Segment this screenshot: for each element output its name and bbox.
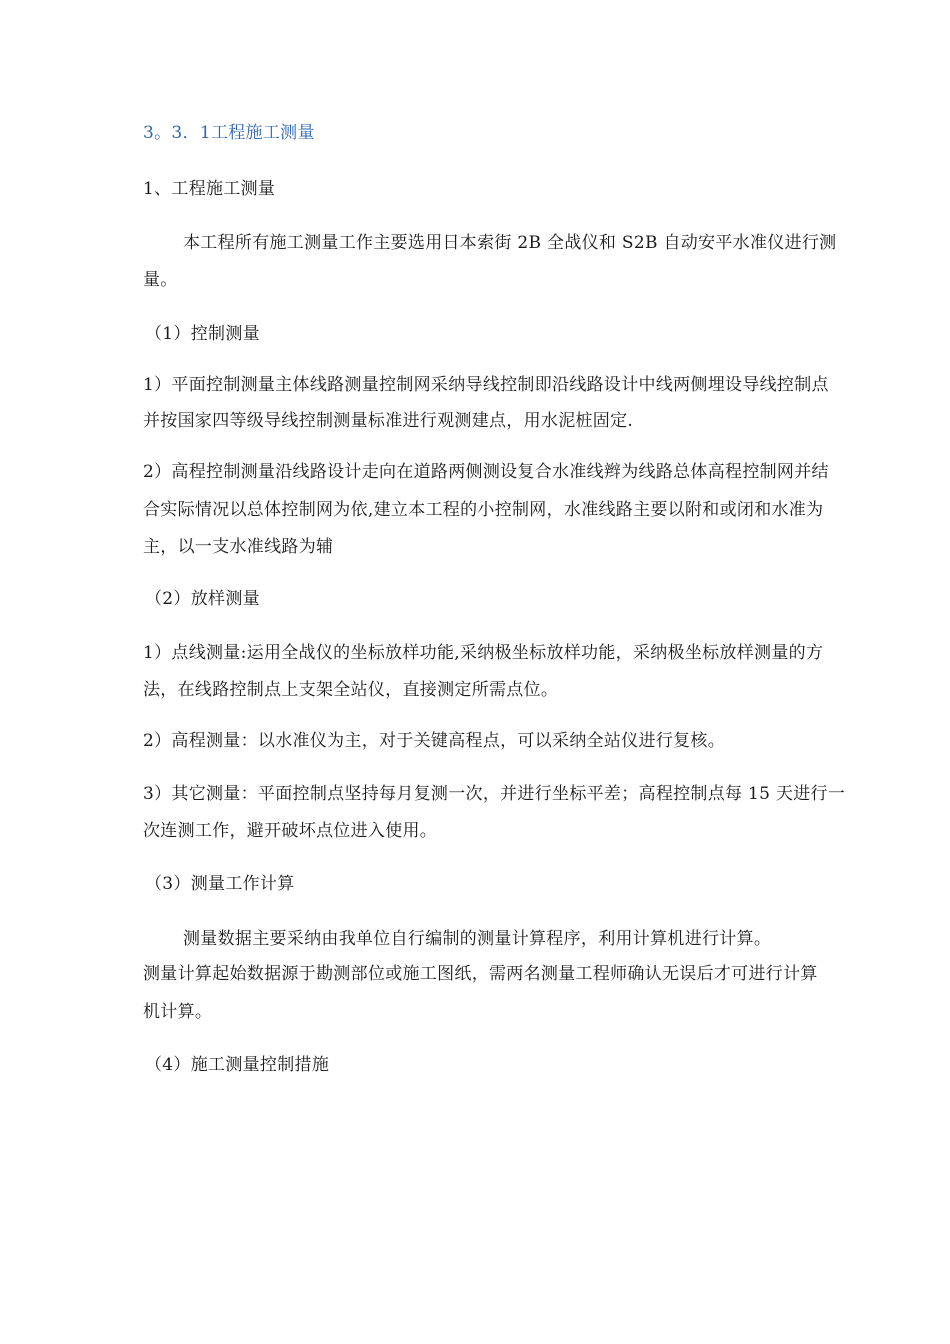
control-p2-line-1: 2）高程控制测量沿线路设计走向在道路两侧测设复合水准线辫为线路总体高程控制网并结 — [143, 462, 829, 482]
layout-p1-line-2: 法，在线路控制点上支架全站仪，直接测定所需点位。 — [143, 680, 559, 700]
calc-p2-line-1: 测量计算起始数据源于勘测部位或施工图纸，需两名测量工程师确认无误后才可进行计算 — [143, 964, 818, 984]
control-p2-line-2: 合实际情况以总体控制网为依,建立本工程的小控制网，水准线路主要以附和或闭和水准为 — [143, 500, 824, 520]
layout-p1-line-1: 1）点线测量:运用全战仪的坐标放样功能,采纳极坐标放样功能，采纳极坐标放样测量的方 — [143, 643, 824, 663]
layout-p3-line-1: 3）其它测量：平面控制点坚持每月复测一次，并进行坐标平差；高程控制点每 15 天进行一 — [143, 784, 846, 804]
calc-p2-line-2: 机计算。 — [143, 1002, 213, 1022]
calc-heading: （3）测量工作计算 — [145, 874, 295, 894]
intro-line-1: 本工程所有施工测量工作主要选用日本索街 2B 全战仪和 S2B 自动安平水准仪进行测 — [183, 233, 837, 253]
intro-line-2: 量。 — [143, 270, 178, 290]
measures-heading: （4）施工测量控制措施 — [145, 1055, 330, 1075]
control-heading: （1）控制测量 — [145, 324, 260, 344]
control-p1-line-2: 并按国家四等级导线控制测量标准进行观测建点，用水泥桩固定. — [143, 411, 634, 431]
control-p2-line-3: 主，以一支水准线路为辅 — [143, 537, 334, 557]
layout-heading: （2）放样测量 — [145, 589, 260, 609]
section-heading: 3。3．1工程施工测量 — [143, 123, 315, 143]
control-p1-line-1: 1）平面控制测量主体线路测量控制网采纳导线控制即沿线路设计中线两侧埋设导线控制点 — [143, 375, 829, 395]
layout-p3-line-2: 次连测工作，避开破坏点位进入使用。 — [143, 821, 438, 841]
item1-heading: 1、工程施工测量 — [143, 179, 276, 199]
calc-p1: 测量数据主要采纳由我单位自行编制的测量计算程序，利用计算机进行计算。 — [183, 929, 772, 949]
layout-p2: 2）高程测量：以水准仪为主，对于关键高程点，可以采纳全站仪进行复核。 — [143, 731, 726, 751]
